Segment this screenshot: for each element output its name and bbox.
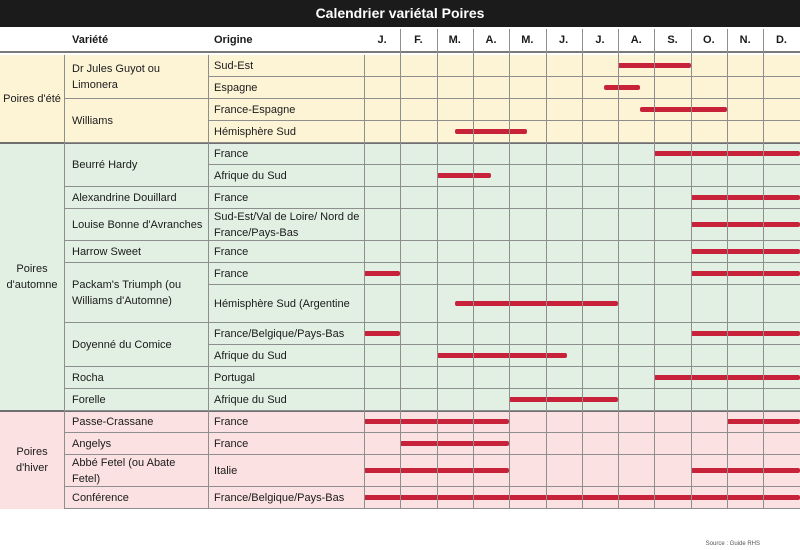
- column-divider: [64, 55, 65, 509]
- variety-name: Doyenné du Comice: [72, 339, 172, 351]
- variety-name: Forelle: [72, 394, 106, 406]
- variety-name: Alexandrine Douillard: [72, 192, 177, 204]
- availability-bar: [455, 301, 618, 306]
- month-divider: [763, 29, 764, 509]
- availability-bar: [691, 222, 800, 227]
- group-label: Poires d'été: [3, 93, 61, 105]
- availability-bar: [437, 173, 491, 178]
- month-divider: [654, 29, 655, 509]
- variety-name: Angelys: [72, 438, 112, 450]
- origin-label: France: [214, 148, 249, 160]
- availability-bar: [691, 331, 800, 336]
- month-header: M.: [448, 34, 461, 46]
- origin-label: France: [214, 268, 249, 280]
- month-header: J.: [377, 34, 387, 46]
- month-header: F.: [414, 34, 423, 46]
- month-header: A.: [630, 34, 642, 46]
- availability-bar: [509, 397, 618, 402]
- availability-bar: [691, 468, 800, 473]
- month-header: N.: [739, 34, 751, 46]
- availability-bar: [364, 331, 400, 336]
- variety-name: Rocha: [72, 372, 104, 384]
- origin-label: Italie: [214, 465, 238, 477]
- origin-label: France-Espagne: [214, 104, 296, 116]
- month-divider: [582, 29, 583, 509]
- column-divider: [364, 55, 365, 509]
- availability-bar: [691, 195, 800, 200]
- group-label: Poires d'automne: [6, 263, 58, 291]
- availability-bar: [604, 85, 640, 90]
- origin-label: Sud-Est/Val de Loire/ Nord de France/Pays-Bas: [214, 211, 360, 239]
- month-divider: [473, 29, 474, 509]
- variety-name: Abbé Fetel (ou Abate Fetel): [72, 457, 176, 485]
- availability-bar: [640, 107, 727, 112]
- month-divider: [546, 29, 547, 509]
- origin-label: Espagne: [214, 82, 258, 94]
- month-divider: [437, 29, 438, 509]
- variety-name: Passe-Crassane: [72, 416, 154, 428]
- origin-label: Portugal: [214, 372, 255, 384]
- variety-name: Dr Jules Guyot ou Limonera: [72, 63, 161, 91]
- month-header: D.: [775, 34, 787, 46]
- origin-label: France: [214, 416, 249, 428]
- origin-label: Afrique du Sud: [214, 170, 287, 182]
- chart-title: Calendrier variétal Poires: [0, 0, 800, 27]
- row-divider: [208, 508, 800, 509]
- variety-name: Harrow Sweet: [72, 246, 142, 258]
- origin-label: France/Belgique/Pays-Bas: [214, 328, 345, 340]
- month-divider: [618, 29, 619, 509]
- availability-bar: [437, 353, 568, 358]
- availability-bar: [455, 129, 528, 134]
- origin-label: France: [214, 438, 249, 450]
- month-header: O.: [703, 34, 715, 46]
- origin-label: France: [214, 192, 249, 204]
- source-note: Source : Guide RHS: [705, 541, 760, 547]
- variety-name: Conférence: [72, 492, 129, 504]
- origin-column-header: Origine: [214, 34, 253, 46]
- origin-label: France/Belgique/Pays-Bas: [214, 492, 345, 504]
- origin-label: Hémisphère Sud (Argentine: [214, 298, 350, 310]
- availability-bar: [691, 271, 800, 276]
- availability-bar: [691, 249, 800, 254]
- variety-name: Beurré Hardy: [72, 159, 138, 171]
- origin-label: Hémisphère Sud: [214, 126, 296, 138]
- origin-label: Sud-Est: [214, 60, 254, 72]
- month-header: M.: [521, 34, 534, 46]
- month-header: J.: [595, 34, 605, 46]
- month-divider: [400, 29, 401, 509]
- variety-column-header: Variété: [72, 34, 109, 46]
- variety-name: Packam's Triumph (ou Williams d'Automne): [72, 279, 182, 307]
- availability-bar: [400, 441, 509, 446]
- origin-label: Afrique du Sud: [214, 350, 287, 362]
- month-header: A.: [485, 34, 497, 46]
- availability-bar: [364, 271, 400, 276]
- origin-label: France: [214, 246, 249, 258]
- column-divider: [208, 55, 209, 509]
- group-label: Poires d'hiver: [15, 446, 49, 474]
- month-divider: [727, 29, 728, 509]
- month-divider: [509, 29, 510, 509]
- month-header: J.: [559, 34, 569, 46]
- month-divider: [691, 29, 692, 509]
- variety-name: Williams: [72, 115, 113, 127]
- month-header: S.: [667, 34, 678, 46]
- origin-label: Afrique du Sud: [214, 394, 287, 406]
- variety-name: Louise Bonne d'Avranches: [72, 219, 203, 231]
